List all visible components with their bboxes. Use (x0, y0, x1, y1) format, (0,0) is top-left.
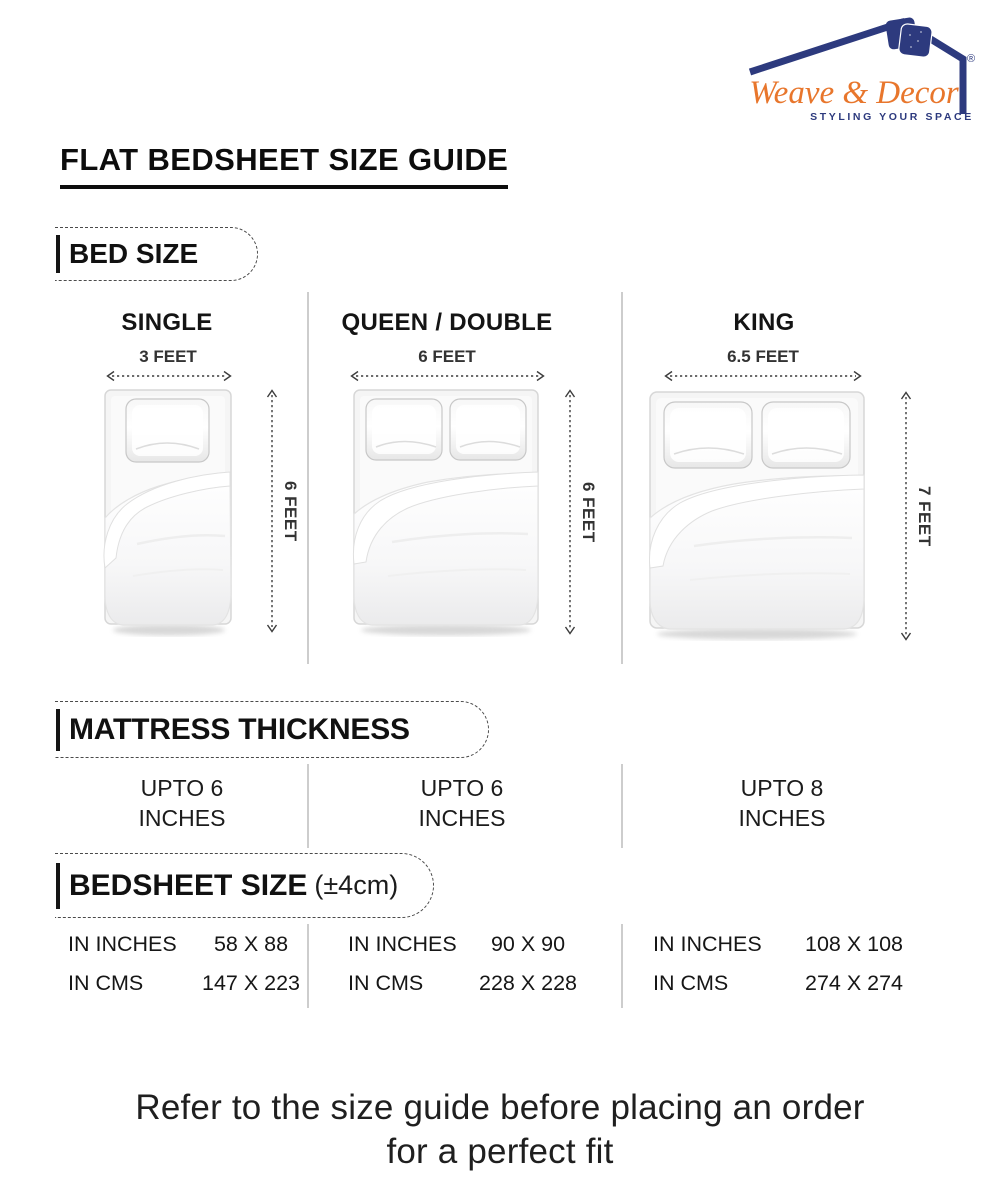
pillow (366, 399, 442, 460)
footer-line-2: for a perfect fit (386, 1132, 614, 1171)
width-label-queen: 6 FEET (418, 347, 476, 366)
column-header-king: KING (733, 309, 795, 336)
sheet-size-row (653, 971, 933, 996)
width-arrow-queen (349, 370, 546, 382)
inches-value: 108 X 108 (804, 932, 904, 956)
inches-label: IN INCHES (348, 932, 457, 956)
section-accent-bar (56, 863, 60, 909)
brand-name: Weave & Decor (749, 75, 959, 111)
queen-bed-illustration (352, 386, 540, 638)
brand-logo (748, 10, 976, 124)
column-divider (621, 764, 623, 848)
footer-line-1: Refer to the size guide before placing an order (135, 1088, 865, 1127)
sheet-size-single (68, 932, 312, 1010)
section-mattress-thickness-label: MATTRESS THICKNESS (69, 712, 410, 746)
section-bedsheet-size (55, 853, 434, 918)
section-mattress-thickness (55, 701, 489, 758)
king-bed-illustration (648, 388, 866, 642)
section-accent-bar (56, 709, 60, 751)
brand-tagline: STYLING YOUR SPACE (810, 111, 974, 123)
section-bed-size-label: BED SIZE (69, 238, 199, 269)
thickness-line: UPTO 6 (420, 775, 504, 801)
thickness-line: UPTO 8 (740, 775, 824, 801)
page-title: FLAT BEDSHEET SIZE GUIDE (60, 142, 508, 189)
pillow (664, 402, 752, 468)
width-arrow-single (105, 370, 233, 382)
sheet-size-queen (348, 932, 588, 1010)
pillow (126, 399, 209, 462)
sheet-size-row (348, 932, 588, 957)
sheet-size-row (68, 971, 312, 996)
column-divider (621, 924, 623, 1008)
column-header-queen: QUEEN / DOUBLE (341, 309, 553, 336)
inches-label: IN INCHES (68, 932, 177, 956)
thickness-single (67, 773, 297, 833)
thickness-line: INCHES (138, 805, 226, 831)
footer-note (0, 1086, 1000, 1174)
cms-label: IN CMS (68, 971, 144, 995)
section-accent-bar (56, 235, 60, 273)
cms-label: IN CMS (348, 971, 424, 995)
column-header-single: SINGLE (121, 309, 213, 336)
inches-value: 58 X 88 (213, 932, 289, 956)
pillows-icon (885, 17, 933, 58)
sheet-size-king (653, 932, 933, 1010)
width-label-king: 6.5 FEET (727, 347, 799, 366)
section-bedsheet-size-label: BEDSHEET SIZE (69, 868, 308, 902)
thickness-line: INCHES (418, 805, 506, 831)
sheet-size-row (348, 971, 588, 996)
cms-value: 147 X 223 (201, 971, 301, 995)
cms-value: 274 X 274 (804, 971, 904, 995)
column-divider (307, 764, 309, 848)
pillow (450, 399, 526, 460)
inches-value: 90 X 90 (490, 932, 566, 956)
length-label-king: 7 FEET (915, 485, 934, 547)
cms-value: 228 X 228 (478, 971, 578, 995)
length-arrow-queen (564, 388, 576, 636)
section-bed-size (55, 227, 258, 281)
thickness-king (667, 773, 897, 833)
thickness-line: UPTO 6 (140, 775, 224, 801)
length-arrow-single (266, 388, 278, 634)
cms-label: IN CMS (653, 971, 729, 995)
thickness-line: INCHES (738, 805, 826, 831)
width-label-single: 3 FEET (139, 347, 197, 366)
brand-logo-graphic (748, 10, 976, 124)
length-label-single: 6 FEET (281, 480, 300, 542)
inches-label: IN INCHES (653, 932, 762, 956)
registered-mark: ® (966, 53, 976, 65)
length-arrow-king (900, 390, 912, 642)
pillow (762, 402, 850, 468)
sheet-size-row (653, 932, 933, 957)
single-bed-illustration (103, 386, 233, 638)
width-arrow-king (663, 370, 863, 382)
thickness-queen (347, 773, 577, 833)
length-label-queen: 6 FEET (579, 481, 598, 543)
bedsheet-size-tolerance: (±4cm) (314, 870, 399, 900)
sheet-size-row (68, 932, 312, 957)
duvet (650, 475, 864, 629)
